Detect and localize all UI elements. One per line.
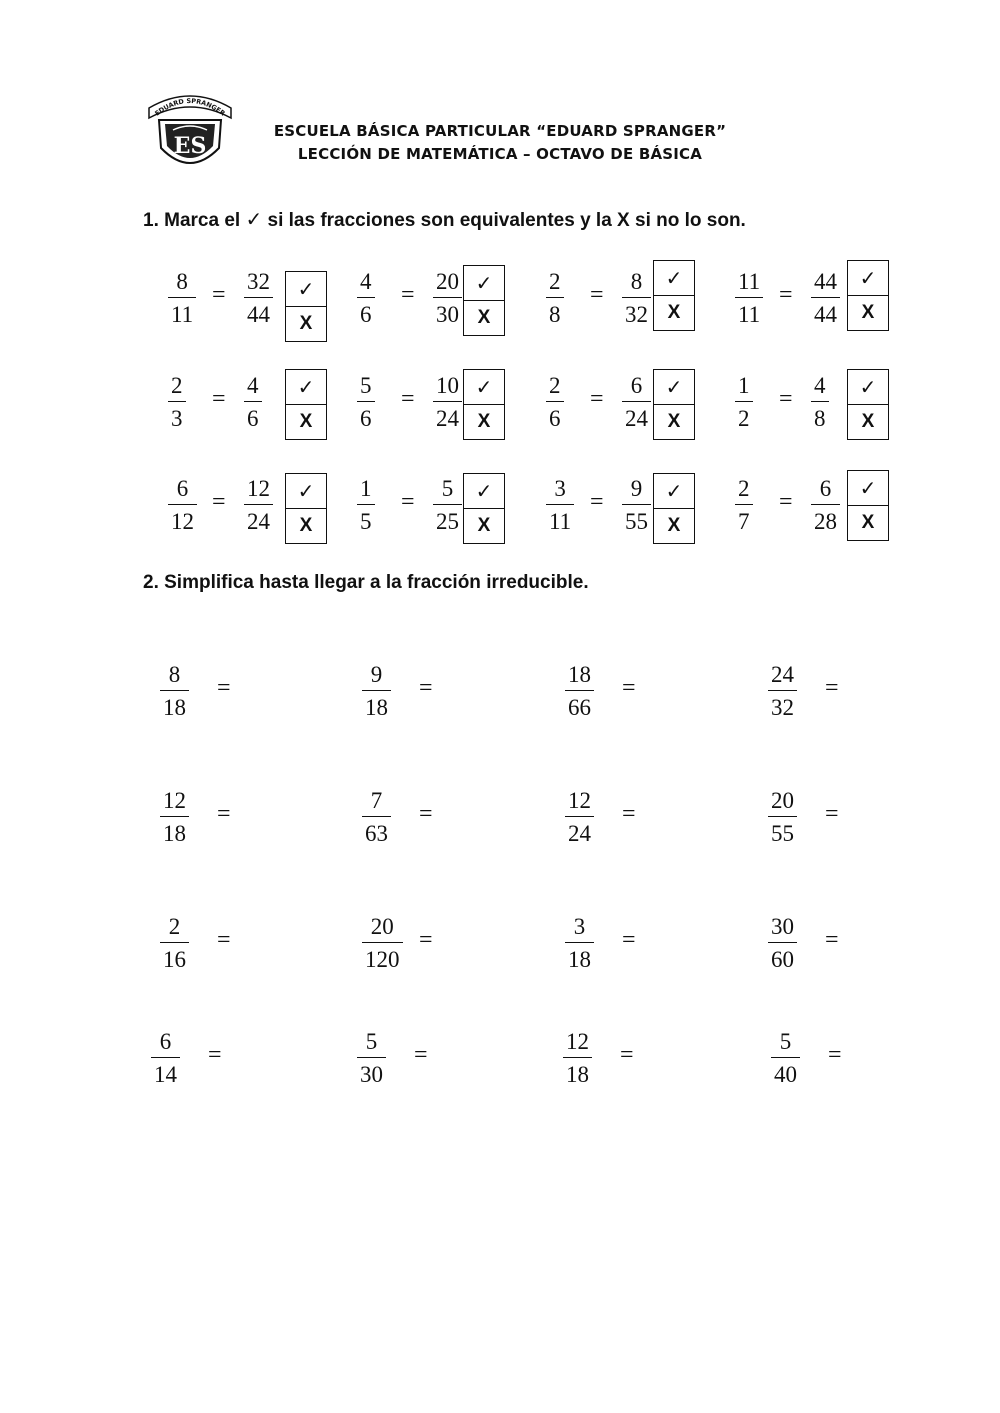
equals-sign: = bbox=[779, 386, 793, 412]
x-mark: X bbox=[861, 411, 875, 432]
x-option[interactable] bbox=[848, 404, 888, 439]
numerator: 2 bbox=[549, 373, 561, 398]
logo-arc-text: EDUARD SPRANGER bbox=[153, 96, 227, 118]
fraction-left bbox=[168, 268, 196, 328]
answer-box bbox=[285, 271, 327, 342]
denominator: 18 bbox=[566, 1062, 589, 1087]
numerator: 9 bbox=[370, 662, 383, 687]
denominator: 44 bbox=[247, 302, 270, 327]
numerator: 8 bbox=[176, 269, 188, 294]
equals-sign: = bbox=[208, 1042, 222, 1068]
numerator: 12 bbox=[163, 788, 186, 813]
fraction bbox=[771, 1028, 800, 1088]
x-option[interactable] bbox=[848, 505, 888, 540]
numerator: 5 bbox=[441, 476, 454, 501]
denominator: 2 bbox=[738, 406, 750, 431]
x-option[interactable] bbox=[464, 508, 504, 543]
check-option[interactable] bbox=[848, 471, 888, 505]
equals-sign: = bbox=[622, 801, 636, 827]
fraction bbox=[160, 913, 189, 973]
x-mark: X bbox=[667, 302, 681, 323]
check-option[interactable] bbox=[286, 370, 326, 404]
answer-box bbox=[847, 470, 889, 541]
denominator: 120 bbox=[365, 947, 400, 972]
denominator: 14 bbox=[154, 1062, 177, 1087]
equals-sign: = bbox=[401, 282, 415, 308]
equals-sign: = bbox=[217, 927, 231, 953]
x-mark: X bbox=[667, 515, 681, 536]
numerator: 12 bbox=[566, 1029, 589, 1054]
denominator: 30 bbox=[436, 302, 459, 327]
check-option[interactable] bbox=[464, 370, 504, 404]
equals-sign: = bbox=[622, 675, 636, 701]
x-option[interactable] bbox=[286, 404, 326, 439]
denominator: 11 bbox=[738, 302, 761, 327]
numerator: 7 bbox=[370, 788, 383, 813]
x-mark: X bbox=[299, 313, 313, 334]
answer-box bbox=[463, 369, 505, 440]
x-mark: X bbox=[861, 512, 875, 533]
x-option[interactable] bbox=[654, 295, 694, 330]
denominator: 28 bbox=[814, 509, 837, 534]
check-icon: ✓ bbox=[297, 277, 315, 301]
logo-letters: ES bbox=[173, 133, 207, 159]
equals-sign: = bbox=[419, 675, 433, 701]
numerator: 6 bbox=[176, 476, 189, 501]
check-icon: ✓ bbox=[245, 207, 263, 231]
x-option[interactable] bbox=[654, 404, 694, 439]
numerator: 4 bbox=[814, 373, 826, 398]
numerator: 12 bbox=[247, 476, 270, 501]
denominator: 25 bbox=[436, 509, 459, 534]
document-header bbox=[230, 120, 770, 166]
equals-sign: = bbox=[401, 386, 415, 412]
answer-box bbox=[847, 260, 889, 331]
check-icon: ✓ bbox=[297, 375, 315, 399]
check-option[interactable] bbox=[848, 261, 888, 295]
numerator: 5 bbox=[779, 1029, 792, 1054]
numerator: 24 bbox=[771, 662, 794, 687]
check-option[interactable] bbox=[464, 266, 504, 300]
fraction-right bbox=[622, 475, 651, 535]
equals-sign: = bbox=[620, 1042, 634, 1068]
fraction-left bbox=[546, 372, 564, 432]
numerator: 6 bbox=[159, 1029, 172, 1054]
check-option[interactable] bbox=[654, 370, 694, 404]
numerator: 2 bbox=[549, 269, 561, 294]
check-icon: ✓ bbox=[859, 375, 877, 399]
check-option[interactable] bbox=[286, 272, 326, 306]
numerator: 20 bbox=[436, 269, 459, 294]
denominator: 32 bbox=[625, 302, 648, 327]
equals-sign: = bbox=[590, 489, 604, 515]
x-mark: X bbox=[299, 515, 313, 536]
check-option[interactable] bbox=[654, 261, 694, 295]
numerator: 44 bbox=[814, 269, 837, 294]
numerator: 6 bbox=[819, 476, 832, 501]
numerator: 32 bbox=[247, 269, 270, 294]
denominator: 18 bbox=[568, 947, 591, 972]
fraction bbox=[160, 661, 189, 721]
numerator: 3 bbox=[573, 914, 586, 939]
denominator: 63 bbox=[365, 821, 388, 846]
denominator: 6 bbox=[360, 406, 372, 431]
equals-sign: = bbox=[217, 801, 231, 827]
denominator: 30 bbox=[360, 1062, 383, 1087]
x-option[interactable] bbox=[848, 295, 888, 330]
equals-sign: = bbox=[590, 282, 604, 308]
denominator: 66 bbox=[568, 695, 591, 720]
denominator: 60 bbox=[771, 947, 794, 972]
fraction-right bbox=[622, 268, 651, 328]
fraction-left bbox=[546, 268, 564, 328]
check-icon: ✓ bbox=[297, 479, 315, 503]
numerator: 6 bbox=[630, 373, 643, 398]
x-option[interactable] bbox=[464, 404, 504, 439]
numerator: 10 bbox=[436, 373, 459, 398]
check-icon: ✓ bbox=[475, 375, 493, 399]
fraction bbox=[151, 1028, 180, 1088]
check-icon: ✓ bbox=[475, 479, 493, 503]
fraction bbox=[160, 787, 189, 847]
x-mark: X bbox=[477, 411, 491, 432]
numerator: 4 bbox=[247, 373, 259, 398]
fraction-left bbox=[546, 475, 574, 535]
fraction bbox=[565, 913, 594, 973]
fraction-right bbox=[811, 372, 829, 432]
denominator: 16 bbox=[163, 947, 186, 972]
denominator: 6 bbox=[247, 406, 259, 431]
fraction bbox=[362, 787, 391, 847]
fraction-left bbox=[735, 268, 763, 328]
denominator: 8 bbox=[814, 406, 826, 431]
equals-sign: = bbox=[622, 927, 636, 953]
check-option[interactable] bbox=[286, 474, 326, 508]
fraction-right bbox=[811, 268, 840, 328]
fraction bbox=[768, 787, 797, 847]
denominator: 55 bbox=[771, 821, 794, 846]
equals-sign: = bbox=[212, 282, 226, 308]
fraction-right bbox=[244, 268, 273, 328]
fraction bbox=[768, 913, 797, 973]
fraction bbox=[362, 661, 391, 721]
denominator: 40 bbox=[774, 1062, 797, 1087]
denominator: 18 bbox=[365, 695, 388, 720]
fraction bbox=[362, 913, 403, 973]
check-icon: ✓ bbox=[859, 476, 877, 500]
numerator: 30 bbox=[771, 914, 794, 939]
fraction-left bbox=[357, 372, 375, 432]
numerator: 8 bbox=[630, 269, 643, 294]
denominator: 24 bbox=[568, 821, 591, 846]
fraction-right bbox=[433, 268, 462, 328]
x-mark: X bbox=[477, 307, 491, 328]
x-mark: X bbox=[861, 302, 875, 323]
question-1-title bbox=[143, 207, 746, 232]
check-option[interactable] bbox=[848, 370, 888, 404]
question-2-title: 2. Simplifica hasta llegar a la fracción irreducible. bbox=[143, 572, 589, 593]
denominator: 8 bbox=[549, 302, 561, 327]
answer-box bbox=[463, 265, 505, 336]
fraction-left bbox=[735, 475, 753, 535]
equals-sign: = bbox=[419, 927, 433, 953]
fraction-right bbox=[244, 475, 273, 535]
question-1-suffix: si las fracciones son equivalentes y la X si no lo son. bbox=[267, 210, 746, 231]
denominator: 24 bbox=[625, 406, 648, 431]
denominator: 55 bbox=[625, 509, 648, 534]
numerator: 11 bbox=[738, 269, 761, 294]
fraction-right bbox=[244, 372, 262, 432]
equals-sign: = bbox=[590, 386, 604, 412]
numerator: 1 bbox=[360, 476, 372, 501]
fraction bbox=[357, 1028, 386, 1088]
check-icon: ✓ bbox=[859, 266, 877, 290]
fraction bbox=[768, 661, 797, 721]
answer-box bbox=[285, 473, 327, 544]
numerator: 18 bbox=[568, 662, 591, 687]
numerator: 20 bbox=[771, 788, 794, 813]
numerator: 1 bbox=[738, 373, 750, 398]
x-mark: X bbox=[299, 411, 313, 432]
x-mark: X bbox=[667, 411, 681, 432]
denominator: 24 bbox=[436, 406, 459, 431]
fraction-left bbox=[168, 372, 186, 432]
numerator: 2 bbox=[168, 914, 181, 939]
numerator: 5 bbox=[360, 373, 372, 398]
check-option[interactable] bbox=[654, 474, 694, 508]
numerator: 3 bbox=[554, 476, 566, 501]
equals-sign: = bbox=[779, 282, 793, 308]
denominator: 11 bbox=[549, 509, 572, 534]
equals-sign: = bbox=[825, 675, 839, 701]
numerator: 8 bbox=[168, 662, 181, 687]
check-icon: ✓ bbox=[665, 266, 683, 290]
equals-sign: = bbox=[414, 1042, 428, 1068]
check-icon: ✓ bbox=[665, 375, 683, 399]
x-option[interactable] bbox=[286, 306, 326, 341]
fraction-right bbox=[622, 372, 651, 432]
equals-sign: = bbox=[212, 489, 226, 515]
equals-sign: = bbox=[825, 801, 839, 827]
x-option[interactable] bbox=[286, 508, 326, 543]
lesson-title: LECCIÓN DE MATEMÁTICA – OCTAVO DE BÁSICA bbox=[297, 145, 703, 163]
fraction-right bbox=[433, 475, 462, 535]
denominator: 3 bbox=[171, 406, 183, 431]
fraction-left bbox=[357, 268, 375, 328]
equals-sign: = bbox=[217, 675, 231, 701]
denominator: 24 bbox=[247, 509, 270, 534]
denominator: 7 bbox=[738, 509, 750, 534]
denominator: 6 bbox=[549, 406, 561, 431]
fraction bbox=[563, 1028, 592, 1088]
answer-box bbox=[285, 369, 327, 440]
answer-box bbox=[653, 369, 695, 440]
answer-box bbox=[653, 260, 695, 331]
denominator: 32 bbox=[771, 695, 794, 720]
denominator: 18 bbox=[163, 821, 186, 846]
numerator: 5 bbox=[365, 1029, 378, 1054]
numerator: 9 bbox=[630, 476, 643, 501]
fraction-left bbox=[735, 372, 753, 432]
equals-sign: = bbox=[419, 801, 433, 827]
x-mark: X bbox=[477, 515, 491, 536]
school-name: ESCUELA BÁSICA PARTICULAR “EDUARD SPRANGER” bbox=[273, 122, 727, 140]
denominator: 11 bbox=[171, 302, 194, 327]
question-1-prefix: 1. Marca el bbox=[143, 210, 241, 231]
equals-sign: = bbox=[779, 489, 793, 515]
equals-sign: = bbox=[828, 1042, 842, 1068]
equals-sign: = bbox=[212, 386, 226, 412]
equals-sign: = bbox=[401, 489, 415, 515]
numerator: 20 bbox=[370, 914, 394, 939]
fraction-left bbox=[357, 475, 375, 535]
equals-sign: = bbox=[825, 927, 839, 953]
x-option[interactable] bbox=[464, 300, 504, 335]
numerator: 4 bbox=[360, 269, 372, 294]
check-icon: ✓ bbox=[475, 271, 493, 295]
denominator: 18 bbox=[163, 695, 186, 720]
fraction bbox=[565, 787, 594, 847]
answer-box bbox=[847, 369, 889, 440]
fraction-left bbox=[168, 475, 197, 535]
x-option[interactable] bbox=[654, 508, 694, 543]
denominator: 44 bbox=[814, 302, 837, 327]
school-logo bbox=[143, 86, 238, 176]
numerator: 12 bbox=[568, 788, 591, 813]
numerator: 2 bbox=[738, 476, 750, 501]
answer-box bbox=[653, 473, 695, 544]
denominator: 12 bbox=[171, 509, 194, 534]
answer-box bbox=[463, 473, 505, 544]
numerator: 2 bbox=[171, 373, 183, 398]
fraction-right bbox=[811, 475, 840, 535]
check-option[interactable] bbox=[464, 474, 504, 508]
fraction bbox=[565, 661, 594, 721]
check-icon: ✓ bbox=[665, 479, 683, 503]
denominator: 6 bbox=[360, 302, 372, 327]
denominator: 5 bbox=[360, 509, 372, 534]
fraction-right bbox=[433, 372, 462, 432]
